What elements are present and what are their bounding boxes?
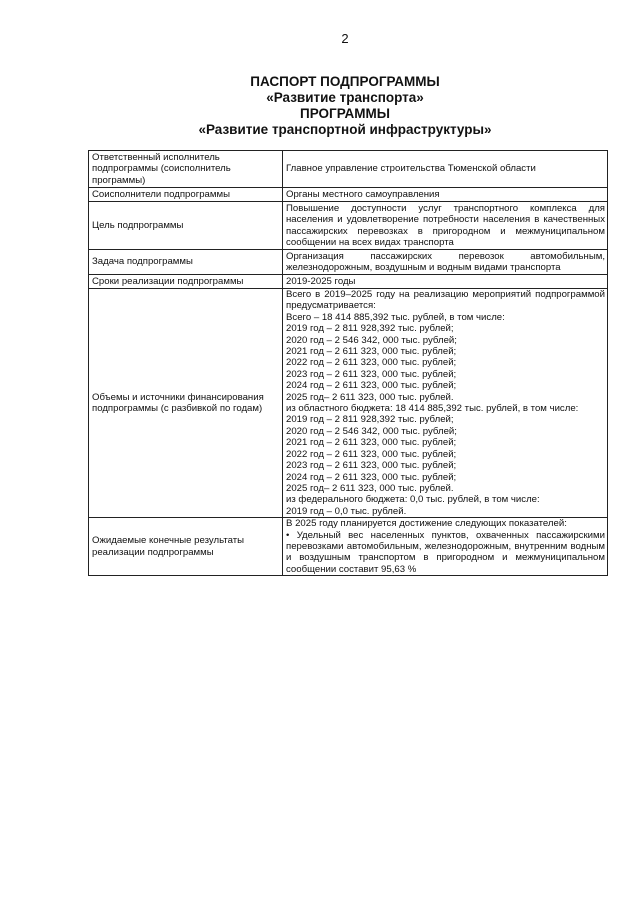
row-value: Главное управление строительства Тюменской области — [283, 151, 608, 188]
regional-year-line: 2025 год– 2 611 323, 000 тыс. рублей. — [286, 482, 454, 494]
funding-value — [283, 289, 608, 518]
results-intro: В 2025 году планируется достижение следующих показателей: — [286, 518, 567, 530]
funding-regional: из областного бюджета: 18 414 885,392 тыс. рублей, в том числе: — [286, 403, 579, 415]
title-line-2: «Развитие транспорта» — [266, 90, 424, 105]
page-number: 2 — [341, 31, 349, 46]
title-line-3: ПРОГРАММЫ — [300, 106, 390, 121]
funding-year-line: 2024 год – 2 611 323, 000 тыс. рублей; — [286, 380, 457, 392]
table-row — [89, 202, 608, 250]
funding-year-line: 2022 год – 2 611 323, 000 тыс. рублей; — [286, 357, 457, 369]
regional-year-line: 2019 год – 2 811 928,392 тыс. рублей; — [286, 414, 454, 426]
row-label: Сроки реализации подпрограммы — [89, 275, 283, 289]
federal-year-line: 2019 год – 0,0 тыс. рублей. — [286, 505, 407, 517]
regional-year-line: 2024 год – 2 611 323, 000 тыс. рублей; — [286, 471, 457, 483]
row-label: Ответственный исполнитель подпрограммы (соисполнитель программы) — [89, 151, 283, 188]
results-row — [89, 518, 608, 576]
funding-year-line: 2021 год – 2 611 323, 000 тыс. рублей; — [286, 346, 457, 358]
funding-row — [89, 289, 608, 518]
row-label: Задача подпрограммы — [89, 250, 283, 275]
table-row — [89, 250, 608, 275]
results-label: Ожидаемые конечные результаты реализации подпрограммы — [89, 518, 283, 576]
passport-table — [88, 150, 608, 576]
row-value: Повышение доступности услуг транспортного комплекса для населения и удовлетворение потребности населения в качественных пассажирских перевозках в пригородном и межмуниципальном сообщении на всех видах транспорта — [283, 202, 608, 250]
regional-year-line: 2020 год – 2 546 342, 000 тыс. рублей; — [286, 425, 457, 437]
regional-year-line: 2022 год – 2 611 323, 000 тыс. рублей; — [286, 448, 457, 460]
funding-year-line: 2025 год– 2 611 323, 000 тыс. рублей. — [286, 391, 454, 403]
table-row — [89, 151, 608, 188]
funding-year-line: 2020 год – 2 546 342, 000 тыс. рублей; — [286, 334, 457, 346]
regional-year-line: 2023 год – 2 611 323, 000 тыс. рублей; — [286, 460, 457, 472]
funding-intro: Всего в 2019–2025 году на реализацию мероприятий подпрограммой предусматривается: — [286, 289, 605, 312]
results-value — [283, 518, 608, 576]
row-value: 2019-2025 годы — [283, 275, 608, 289]
table-row — [89, 188, 608, 202]
table-row — [89, 275, 608, 289]
funding-total: Всего – 18 414 885,392 тыс. рублей, в том числе: — [286, 311, 505, 323]
row-value: Организация пассажирских перевозок автомобильным, железнодорожным, воздушным и водным видами транспорта — [283, 250, 608, 275]
funding-year-line: 2023 год – 2 611 323, 000 тыс. рублей; — [286, 368, 457, 380]
funding-label: Объемы и источники финансирования подпрограммы (с разбивкой по годам) — [89, 289, 283, 518]
title-line-1: ПАСПОРТ ПОДПРОГРАММЫ — [250, 74, 440, 89]
row-value: Органы местного самоуправления — [283, 188, 608, 202]
title-line-4: «Развитие транспортной инфраструктуры» — [198, 122, 492, 137]
regional-year-line: 2021 год – 2 611 323, 000 тыс. рублей; — [286, 437, 457, 449]
row-label: Соисполнители подпрограммы — [89, 188, 283, 202]
funding-year-line: 2019 год – 2 811 928,392 тыс. рублей; — [286, 323, 454, 335]
document-title — [0, 74, 640, 138]
results-bullet: • Удельный вес населенных пунктов, охваченных пассажирскими перевозками автомобильным, железнодорожным, внутренним водным и воздушным транспортом в пригородном и межмуниципальном сообщении составит 95,63 % — [286, 529, 605, 575]
funding-federal: из федерального бюджета: 0,0 тыс. рублей, в том числе: — [286, 494, 540, 506]
row-label: Цель подпрограммы — [89, 202, 283, 250]
